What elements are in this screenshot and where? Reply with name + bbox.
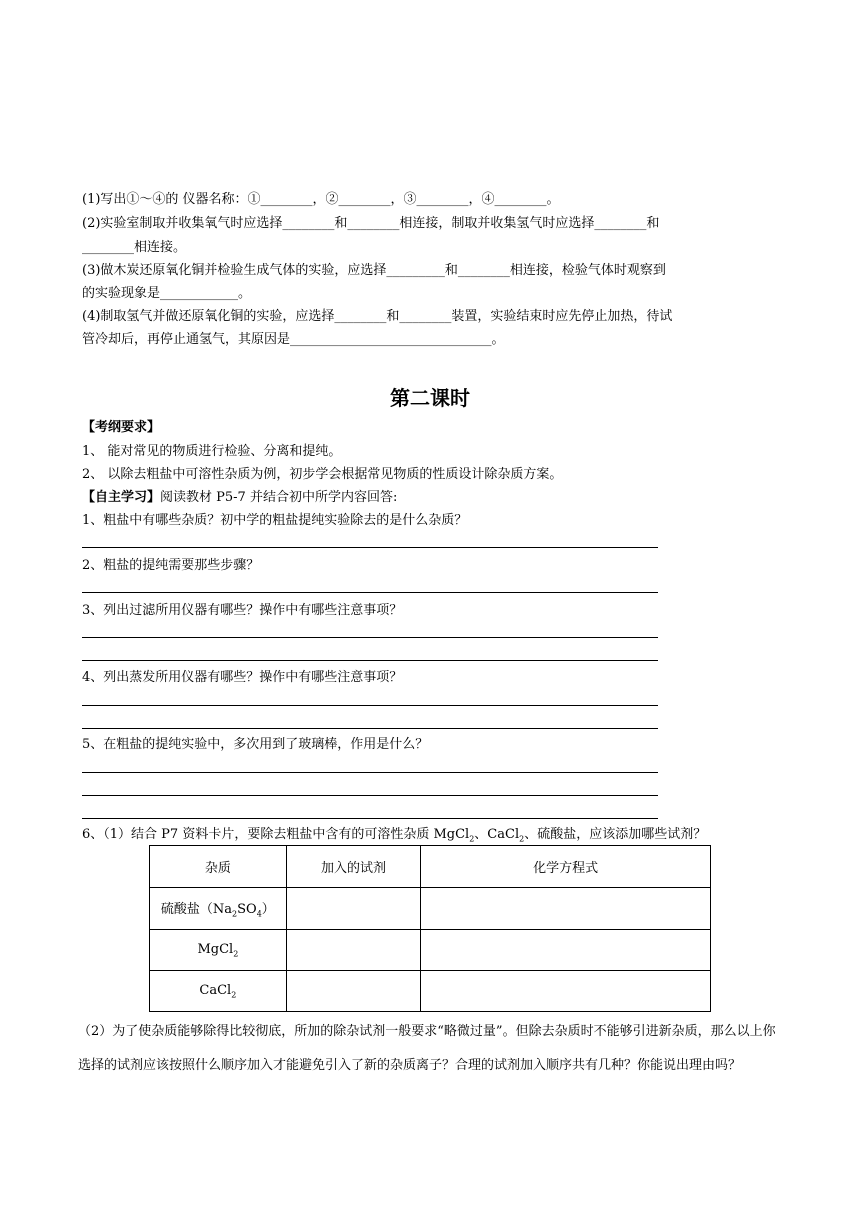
header-equation: 化学方程式 [421, 846, 711, 888]
table-row [150, 971, 711, 1012]
table-row [150, 930, 711, 971]
subscript: 2 [232, 909, 238, 919]
question-2-line-2: ________相连接。 [82, 240, 187, 255]
reagent-answer-cell[interactable] [286, 971, 420, 1012]
cell-text: ） [261, 902, 275, 918]
answer-line [82, 660, 658, 661]
syllabus-item-2: 2、 以除去粗盐中可溶性杂质为例，初步学会根据常见物质的性质设计除杂质方案。 [82, 467, 563, 482]
question-6-text: 、硫酸盐，应该添加哪些试剂？ [524, 827, 707, 842]
answer-line [82, 547, 658, 548]
cell-text: MgCl [197, 941, 234, 957]
cell-text: CaCl [199, 982, 232, 998]
section-title: 第二课时 [390, 386, 470, 410]
question-2-line-1: (2)实验室制取并收集氧气时应选择________和________相连接，制取并收集氢气时应选择________和 [82, 216, 660, 231]
subscript: 2 [519, 834, 525, 844]
table-row [150, 888, 711, 930]
impurity-cell [150, 930, 287, 971]
question-4-line-1: (4)制取氢气并做还原氧化铜的实验，应选择________和________装置，实验结束时应先停止加热，待试 [82, 309, 673, 324]
study-question-5: 5、在粗盐的提纯实验中，多次用到了玻璃棒，作用是什么？ [82, 737, 429, 752]
answer-line [82, 772, 658, 773]
subscript: 2 [233, 949, 239, 959]
table-header-row [150, 846, 711, 888]
reagent-table [149, 845, 711, 1012]
answer-line [82, 818, 658, 819]
question-3-line-1: (3)做木炭还原氧化铜并检验生成气体的实验，应选择_________和________相连接，检验气体时观察到 [82, 263, 666, 278]
question-6-text: 、CaCl [474, 827, 520, 842]
question-6-part-2: （2）为了使杂质能够除得比较彻底，所加的除杂试剂一般要求“略微过量”。但除去杂质时不能够引进新杂质，那么以上你选择的试剂应该按照什么顺序加入才能避免引入了新的杂质离子？合理的试剂加入顺序共有几种？你能说出理由吗？ [78, 1024, 776, 1073]
self-study-intro: 阅读教材 P5-7 并结合初中所学内容回答: [160, 490, 398, 505]
question-4-line-2: 管冷却后，再停止通氢气，其原因是_______________________________。 [82, 332, 505, 347]
answer-line [82, 637, 658, 638]
study-question-2: 2、粗盐的提纯需要那些步骤？ [82, 558, 260, 573]
answer-line [82, 592, 658, 593]
header-reagent: 加入的试剂 [286, 846, 420, 888]
answer-line [82, 728, 658, 729]
impurity-cell [150, 971, 287, 1012]
subscript: 2 [231, 990, 237, 1000]
answer-line [82, 795, 658, 796]
equation-answer-cell[interactable] [421, 888, 711, 930]
equation-answer-cell[interactable] [421, 930, 711, 971]
self-study-heading: 【自主学习】 [82, 490, 161, 505]
subscript: 4 [256, 909, 262, 919]
question-1: (1)写出①～④的 仪器名称：①________，②________，③________，④________。 [82, 192, 560, 207]
question-6-text: 6、（1）结合 P7 资料卡片，要除去粗盐中含有的可溶性杂质 MgCl [82, 827, 470, 842]
study-question-1: 1、粗盐中有哪些杂质？初中学的粗盐提纯实验除去的是什么杂质？ [82, 513, 468, 528]
header-impurity: 杂质 [150, 846, 287, 888]
syllabus-heading: 【考纲要求】 [82, 420, 161, 435]
study-question-4: 4、列出蒸发所用仪器有哪些？操作中有哪些注意事项？ [82, 670, 403, 685]
subscript: 2 [469, 834, 475, 844]
study-question-3: 3、列出过滤所用仪器有哪些？操作中有哪些注意事项？ [82, 603, 403, 618]
cell-text: SO [237, 902, 257, 918]
syllabus-item-1: 1、 能对常见的物质进行检验、分离和提纯。 [82, 444, 342, 459]
self-study-line [82, 489, 397, 507]
impurity-cell [150, 888, 287, 930]
question-3-line-2: 的实验现象是____________。 [82, 286, 252, 301]
reagent-answer-cell[interactable] [286, 888, 420, 930]
cell-text: 硫酸盐（Na [160, 902, 233, 918]
equation-answer-cell[interactable] [421, 971, 711, 1012]
reagent-answer-cell[interactable] [286, 930, 420, 971]
answer-line [82, 705, 658, 706]
